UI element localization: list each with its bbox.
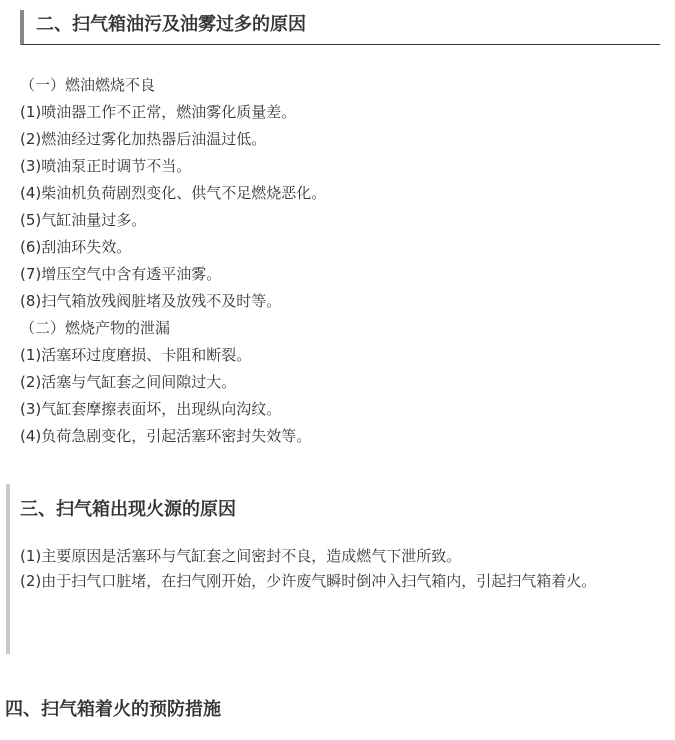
list-item: (8)扫气箱放残阀脏堵及放残不及时等。 — [20, 292, 282, 310]
section-title: 四、扫气箱着火的预防措施 — [5, 699, 221, 720]
list-item: (2)活塞与气缸套之间间隙过大。 — [20, 373, 237, 391]
list-item: (3)气缸套摩擦表面坏，出现纵向沟纹。 — [20, 400, 282, 418]
list-item: (4)柴油机负荷剧烈变化、供气不足燃烧恶化。 — [20, 184, 327, 202]
cause-list — [20, 72, 660, 450]
list-item: (7)增压空气中含有透平油雾。 — [20, 265, 222, 283]
list-item: (5)气缸油量过多。 — [20, 211, 147, 229]
list-item: （二）燃烧产物的泄漏 — [20, 319, 171, 337]
list-item: (4)负荷急剧变化，引起活塞环密封失效等。 — [20, 427, 312, 445]
cause-list — [20, 544, 648, 594]
section-title: 三、扫气箱出现火源的原因 — [20, 499, 236, 520]
list-item: (2)燃油经过雾化加热器后油温过低。 — [20, 130, 267, 148]
list-item: (1)主要原因是活塞环与气缸套之间密封不良，造成燃气下泄所致。 — [20, 547, 462, 565]
section-fire-prevention — [5, 696, 221, 724]
list-item: (6)刮油环失效。 — [20, 238, 132, 256]
section-fire-source-causes — [6, 484, 650, 654]
section-header — [20, 10, 660, 45]
list-item: （一）燃油燃烧不良 — [20, 76, 156, 94]
list-item: (3)喷油泵正时调节不当。 — [20, 157, 192, 175]
list-item: (1)喷油器工作不正常，燃油雾化质量差。 — [20, 103, 297, 121]
section-scavenge-oil-causes — [20, 10, 660, 450]
list-item: (2)由于扫气口脏堵，在扫气刚开始，少许废气瞬时倒冲入扫气箱内，引起扫气箱着火。 — [20, 572, 597, 590]
list-item: (1)活塞环过度磨损、卡阻和断裂。 — [20, 346, 252, 364]
section-title: 二、扫气箱油污及油雾过多的原因 — [36, 14, 306, 35]
